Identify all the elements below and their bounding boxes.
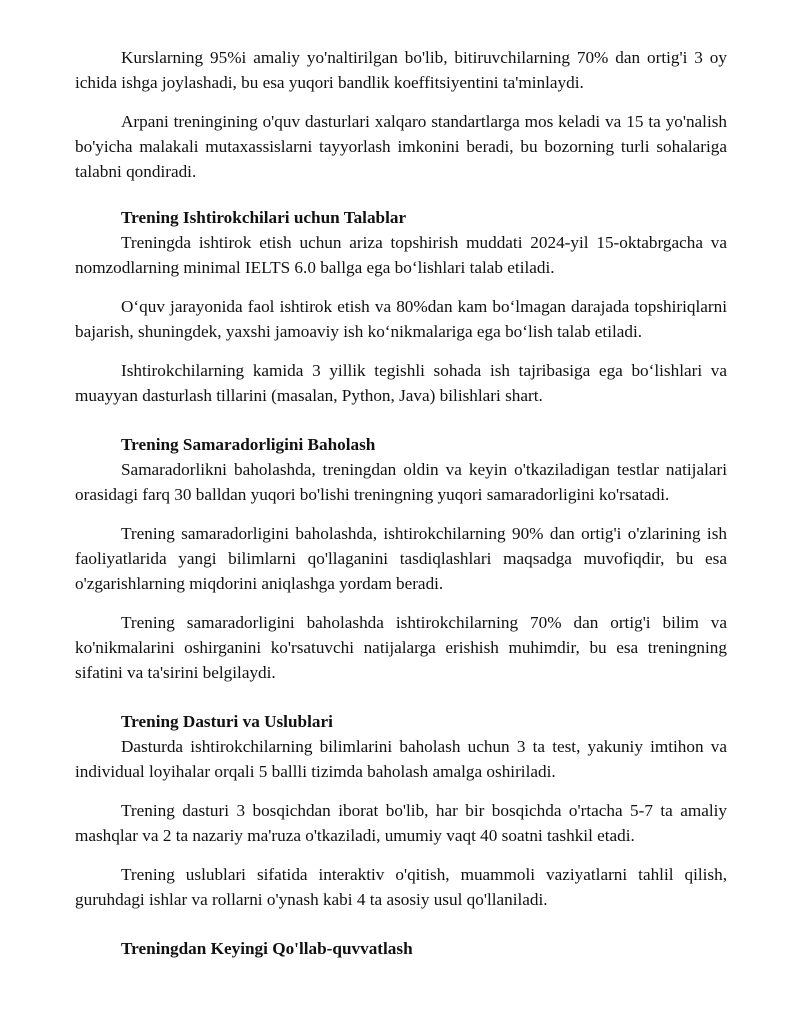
section-heading: Trening Ishtirokchilari uchun Talablar	[121, 208, 407, 227]
intro-paragraph-1: Kurslarning 95%i amaliy yo'naltirilgan bo'lib, bitiruvchilarning 70% dan ortig'i 3 oy ichida ishga joylashadi, bu esa yuqori bandlik koeffitsiyentini ta'minlaydi.	[75, 48, 727, 92]
section-heading: Treningdan Keyingi Qo'llab-quvvatlash	[121, 939, 413, 958]
intro-paragraph-2: Arpani treningining o'quv dasturlari xalqaro standartlarga mos keladi va 15 ta yo'nalish bo'yicha malakali mutaxassislarni tayyorlash imkonini beradi, bu bozorning turli sohalariga talabni qondiradi.	[75, 112, 727, 181]
section-paragraph: Trening uslublari sifatida interaktiv o'qitish, muammoli vaziyatlarni tahlil qilish, guruhdagi ishlar va rollarni o'ynash kabi 4 ta asosiy usul qo'llaniladi.	[75, 865, 727, 909]
document-page	[75, 45, 727, 961]
section-paragraph: Samaradorlikni baholashda, treningdan oldin va keyin o'tkaziladigan testlar natijalari orasidagi farq 30 balldan yuqori bo'lishi treningning yuqori samaradorligini ko'rsatadi.	[75, 460, 727, 504]
section-paragraph: Trening dasturi 3 bosqichdan iborat bo'lib, har bir bosqichda o'rtacha 5-7 ta amaliy mashqlar va 2 ta nazariy ma'ruza o'tkaziladi, umumiy vaqt 40 soatni tashkil etadi.	[75, 801, 727, 845]
section-effectiveness	[75, 433, 727, 685]
section-heading: Trening Dasturi va Uslublari	[121, 712, 333, 731]
section-paragraph: Ishtirokchilarning kamida 3 yillik tegishli sohada ish tajribasiga ega bo‘lishlari va muayyan dasturlash tillarini (masalan, Python, Java) bilishlari shart.	[75, 361, 727, 405]
section-paragraph: Trening samaradorligini baholashda ishtirokchilarning 70% dan ortig'i bilim va ko'nikmalarini oshirganini ko'rsatuvchi natijalarga erishish muhimdir, bu esa treningning sifatini va ta'sirini belgilaydi.	[75, 613, 727, 682]
section-requirements	[75, 206, 727, 408]
section-program-methods	[75, 710, 727, 912]
section-paragraph: Trening samaradorligini baholashda, ishtirokchilarning 90% dan ortig'i o'zlarining ish faoliyatlarida yangi bilimlarni qo'llaganini tasdiqlashlari maqsadga muvofiqdir, bu esa o'zgarishlarning miqdorini aniqlashga yordam beradi.	[75, 524, 727, 593]
section-paragraph: Dasturda ishtirokchilarning bilimlarini baholash uchun 3 ta test, yakuniy imtihon va individual loyihalar orqali 5 ballli tizimda baholash amalga oshiriladi.	[75, 737, 727, 781]
section-heading: Trening Samaradorligini Baholash	[121, 435, 376, 454]
section-paragraph: Treningda ishtirok etish uchun ariza topshirish muddati 2024-yil 15-oktabrgacha va nomzodlarning minimal IELTS 6.0 ballga ega bo‘lishlari talab etiladi.	[75, 233, 727, 277]
section-post-training-support	[75, 937, 727, 961]
section-paragraph: O‘quv jarayonida faol ishtirok etish va 80%dan kam bo‘lmagan darajada topshiriqlarni bajarish, shuningdek, yaxshi jamoaviy ish ko‘nikmalariga ega bo‘lish talab etiladi.	[75, 297, 727, 341]
